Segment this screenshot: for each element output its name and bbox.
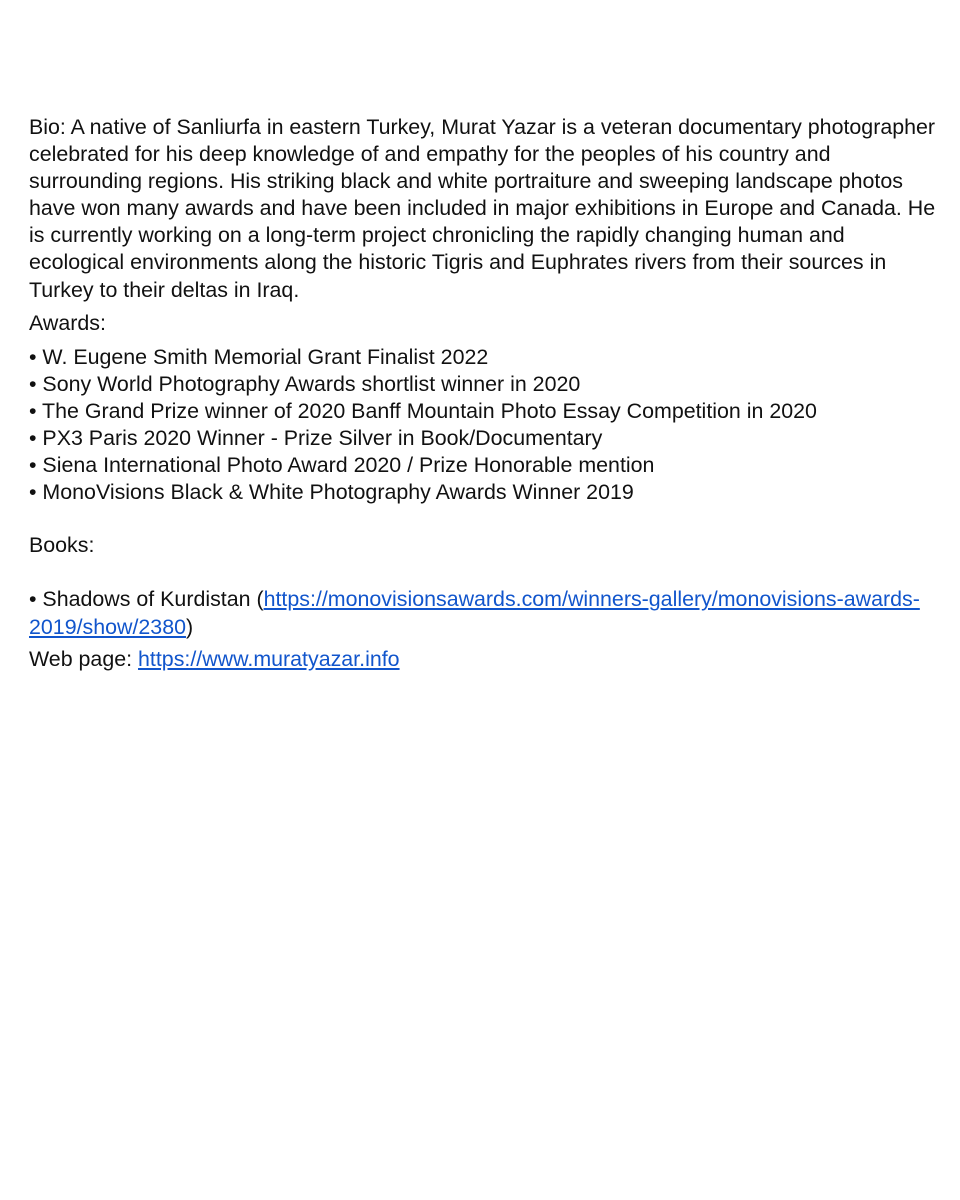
web-page-label: Web page: [29,646,139,671]
awards-list [29,344,939,507]
book-link[interactable]: https://monovisionsawards.com/winners-gallery/monovisions-awards-2019/show/2380 [29,587,920,639]
book-item [29,586,939,640]
award-item: • PX3 Paris 2020 Winner - Prize Silver in Book/Documentary [29,426,603,451]
awards-heading: Awards: [29,310,106,335]
books-list [29,586,939,640]
book-title: • Shadows of Kurdistan ( [29,587,264,612]
award-item: • Sony World Photography Awards shortlist winner in 2020 [29,371,581,396]
award-item: • W. Eugene Smith Memorial Grant Finalist 2022 [29,344,489,369]
award-item: • Siena International Photo Award 2020 / Prize Honorable mention [29,453,655,478]
web-page-line [29,646,939,673]
bio-paragraph: Bio: A native of Sanliurfa in eastern Turkey, Murat Yazar is a veteran documentary photographer celebrated for his deep knowledge of and empathy for the peoples of his country and surrounding regions. His striking black and white portraiture and sweeping landscape photos have won many awards and have been included in major exhibitions in Europe and Canada. He is currently working on a long-term project chronicling the rapidly changing human and ecological environments along the historic Tigris and Euphrates rivers from their sources in Turkey to their deltas in Iraq. [29,115,936,302]
award-item: • MonoVisions Black & White Photography Awards Winner 2019 [29,480,634,505]
web-page-link[interactable]: https://www.muratyazar.info [138,646,400,671]
award-item: • The Grand Prize winner of 2020 Banff Mountain Photo Essay Competition in 2020 [29,398,817,423]
document-body [29,114,939,673]
books-heading: Books: [29,533,95,558]
book-suffix: ) [186,614,194,639]
